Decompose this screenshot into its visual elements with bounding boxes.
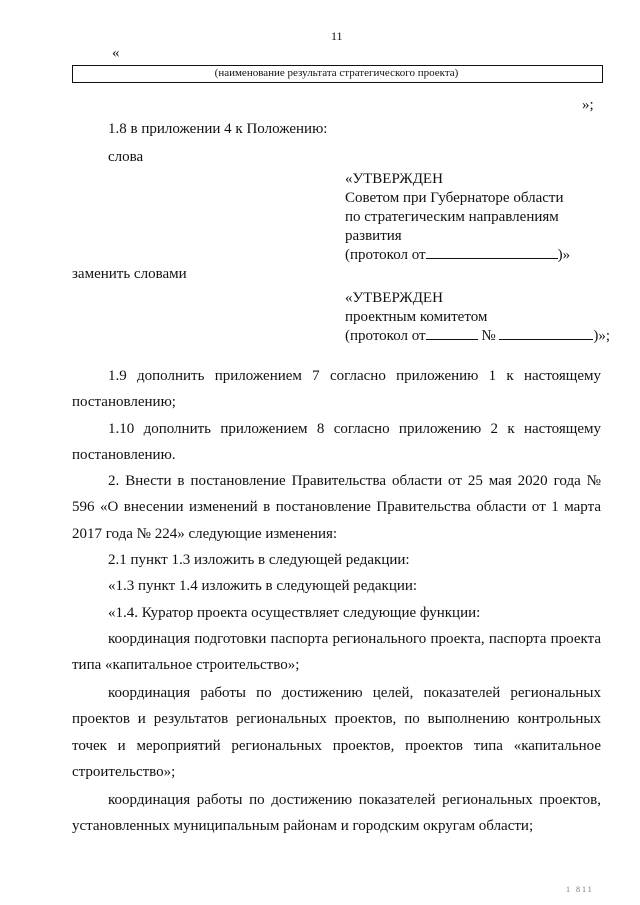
approved2-line3 [345, 325, 610, 347]
item-2-1-text: 2.1 пункт 1.3 изложить в следующей редакции: [108, 552, 410, 568]
approved2-protocol-close: )»; [593, 328, 611, 344]
item-1-8: 1.8 в приложении 4 к Положению: [108, 121, 328, 137]
function-3 [72, 787, 601, 840]
footer-mark: 1 811 [566, 885, 594, 894]
item-1-3-text: «1.3 пункт 1.4 изложить в следующей редакции: [108, 578, 418, 594]
result-caption: (наименование результата стратегического проекта) [214, 67, 459, 79]
approved1-protocol-close: )» [557, 247, 571, 263]
approved2-protocol-label: (протокол от [345, 328, 426, 344]
protocol-date-blank [426, 325, 478, 340]
approved1-line5 [345, 244, 570, 266]
item-1-10 [72, 416, 601, 469]
close-quote: »; [582, 97, 594, 113]
item-2 [72, 468, 601, 547]
protocol-date-blank [426, 244, 558, 259]
item-1-4-text: «1.4. Куратор проекта осуществляет следующие функции: [108, 605, 481, 621]
approved2-line1: «УТВЕРЖДЕН [345, 290, 443, 306]
item-1-4 [72, 600, 601, 626]
approved1-line3: по стратегическим направлениям [345, 209, 559, 225]
page-number: 11 [331, 29, 343, 43]
approved1-line4: развития [345, 228, 402, 244]
item-2-text: 2. Внести в постановление Правительства области от 25 мая 2020 года № 596 «О внесении изменений в постановление Правительства области от 1 марта 2017 года № 224» следующие изменения: [72, 473, 601, 542]
open-quote: « [112, 45, 120, 61]
item-1-9 [72, 363, 601, 416]
function-2 [72, 680, 601, 786]
approved1-protocol-label: (протокол от [345, 247, 426, 263]
item-1-10-text: 1.10 дополнить приложением 8 согласно приложению 2 к настоящему постановлению. [72, 421, 601, 464]
item-2-1 [72, 547, 601, 573]
function-2-text: координация работы по достижению целей, показателей региональных проектов и результатов региональных проектов, по выполнению контрольных точек и мероприятий региональных проектов, проектов типа «капитальное строительство»; [72, 685, 601, 781]
approved1-line1: «УТВЕРЖДЕН [345, 171, 443, 187]
approved2-line2: проектным комитетом [345, 309, 488, 325]
protocol-number-sign: № [481, 328, 496, 344]
protocol-number-blank [499, 325, 593, 340]
replace-with-words: заменить словами [72, 266, 187, 282]
approved1-line2: Советом при Губернаторе области [345, 190, 564, 206]
function-1-text: координация подготовки паспорта регионального проекта, паспорта проекта типа «капитальное строительство»; [72, 631, 601, 674]
function-1 [72, 626, 601, 679]
word-slova: слова [108, 149, 144, 165]
item-1-9-text: 1.9 дополнить приложением 7 согласно приложению 1 к настоящему постановлению; [72, 368, 601, 411]
function-3-text: координация работы по достижению показателей региональных проектов, установленных муниципальным районам и городским округам области; [72, 792, 601, 835]
item-1-3 [72, 573, 601, 599]
